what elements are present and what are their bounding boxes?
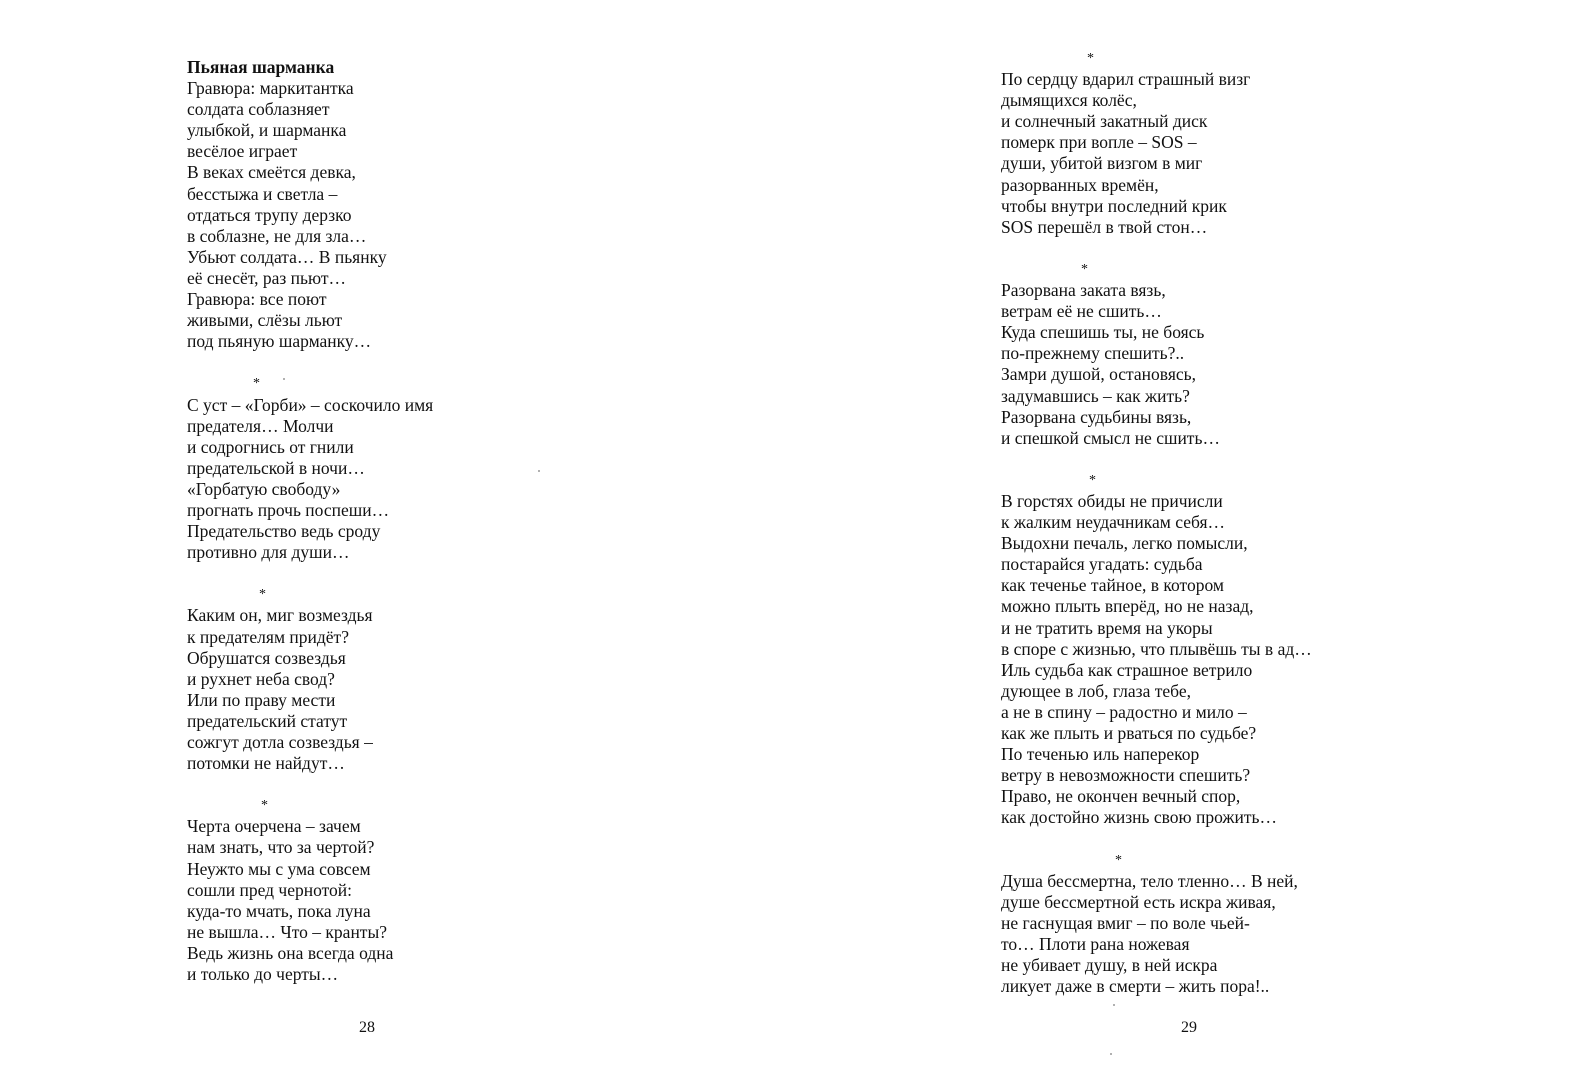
poem-line: душе бессмертной есть искра живая, bbox=[1001, 891, 1276, 912]
poem-line: а не в спину – радостно и мило – bbox=[1001, 701, 1247, 722]
poem-line: Гравюра: все поют bbox=[187, 289, 327, 310]
poem-2 bbox=[187, 373, 433, 563]
page-number: 28 bbox=[359, 1019, 375, 1036]
poem-line: Выдохни печаль, легко помысли, bbox=[1001, 533, 1248, 554]
poem-separator-asterisk: * bbox=[1081, 261, 1088, 277]
right-text-column bbox=[1001, 48, 1312, 997]
poem-line: и спешкой смысл не сшить… bbox=[1001, 427, 1220, 448]
poem-line: Гравюра: маркитантка bbox=[187, 78, 354, 99]
poem-line: SOS перешёл в твой стон… bbox=[1001, 216, 1208, 237]
poem-line: весёлое играет bbox=[187, 141, 298, 162]
poem-line: не вышла… Что – кранты? bbox=[187, 921, 387, 942]
stanza-gap bbox=[1001, 238, 1312, 259]
poem-line: постарайся угадать: судьба bbox=[1001, 554, 1203, 575]
poem-separator-asterisk: * bbox=[259, 587, 266, 603]
scan-speck bbox=[538, 470, 540, 472]
poem-line: можно плыть вперёд, но не назад, bbox=[1001, 596, 1254, 617]
poem-line: не убивает душу, в ней искра bbox=[1001, 955, 1218, 976]
poem-line: прогнать прочь поспеши… bbox=[187, 499, 390, 520]
poem-separator-asterisk: * bbox=[1089, 472, 1096, 488]
poem-line: в споре с жизнью, что плывёшь ты в ад… bbox=[1001, 638, 1312, 659]
poem-line: куда-то мчать, пока луна bbox=[187, 900, 371, 921]
poem-line: живыми, слёзы льют bbox=[187, 310, 343, 331]
poem-line: ветрам её не сшить… bbox=[1001, 301, 1162, 322]
poem-line: задумавшись – как жить? bbox=[1001, 385, 1190, 406]
poem-4 bbox=[187, 795, 433, 985]
poem-line: померк при вопле – SOS – bbox=[1001, 132, 1197, 153]
poem-line: и не тратить время на укоры bbox=[1001, 617, 1213, 638]
poem-line: Черта очерчена – зачем bbox=[187, 816, 361, 837]
poem-3 bbox=[1001, 470, 1312, 829]
poem-line: под пьяную шарманку… bbox=[187, 331, 372, 352]
scan-speck bbox=[283, 378, 285, 380]
stanza-gap bbox=[187, 352, 433, 373]
poem-2 bbox=[1001, 259, 1312, 449]
stanza-gap bbox=[1001, 828, 1312, 849]
poem-line: С уст – «Горби» – соскочило имя bbox=[187, 394, 434, 415]
left-text-column bbox=[187, 57, 433, 985]
poem-line: Каким он, миг возмездья bbox=[187, 605, 373, 626]
poem-line: нам знать, что за чертой? bbox=[187, 837, 375, 858]
poem-line: Предательство ведь сроду bbox=[187, 521, 381, 542]
poem-line: Душа бессмертна, тело тленно… В ней, bbox=[1001, 870, 1298, 891]
poem-line: предательской в ночи… bbox=[187, 457, 365, 478]
poem-line: сошли пред чернотой: bbox=[187, 879, 352, 900]
poem-line: Иль судьба как страшное ветрило bbox=[1001, 659, 1253, 680]
poem-line: В горстях обиды не причисли bbox=[1001, 490, 1223, 511]
poem-line: Право, не окончен вечный спор, bbox=[1001, 786, 1241, 807]
poem-line: то… Плоти рана ножевая bbox=[1001, 933, 1190, 954]
poem-line: потомки не найдут… bbox=[187, 753, 345, 774]
poem-line: отдаться трупу дерзко bbox=[187, 204, 352, 225]
poem-line: души, убитой визгом в миг bbox=[1001, 153, 1203, 174]
poem-line: по-прежнему спешить?.. bbox=[1001, 343, 1185, 364]
poem-1 bbox=[187, 78, 433, 352]
page-number: 29 bbox=[1181, 1019, 1197, 1036]
poem-line: и содрогнись от гнили bbox=[187, 436, 354, 457]
poem-line: сожгут дотла созвездья – bbox=[187, 732, 373, 752]
poem-line: Разорвана заката вязь, bbox=[1001, 280, 1166, 301]
poem-1 bbox=[1001, 48, 1312, 238]
poem-line: Обрушатся созвездья bbox=[187, 647, 346, 668]
poem-line: ликует даже в смерти – жить пора!.. bbox=[1001, 976, 1270, 997]
stanza-gap bbox=[187, 563, 433, 584]
scan-speck bbox=[1110, 1053, 1112, 1055]
poem-line: предателя… Молчи bbox=[187, 415, 334, 436]
poem-line: дующее в лоб, глаза тебе, bbox=[1001, 680, 1191, 701]
poem-line: По теченью иль наперекор bbox=[1001, 744, 1200, 765]
poem-line: Убьют солдата… В пьянку bbox=[187, 246, 387, 267]
poem-line: Куда спешишь ты, не боясь bbox=[1001, 322, 1205, 343]
poem-line: В веках смеётся девка, bbox=[187, 162, 356, 183]
poem-line: Или по праву мести bbox=[187, 689, 336, 710]
poem-line: противно для души… bbox=[187, 542, 350, 563]
poem-line: и рухнет неба свод? bbox=[187, 668, 335, 689]
poem-line: не гаснущая вмиг – по воле чьей- bbox=[1001, 912, 1250, 933]
poem-line: в соблазне, не для зла… bbox=[187, 225, 367, 246]
poem-line: Неужто мы с ума совсем bbox=[187, 858, 371, 879]
poem-line: ветру в невозможности спешить? bbox=[1001, 765, 1251, 786]
poem-4 bbox=[1001, 850, 1312, 998]
poem-line: Ведь жизнь она всегда одна bbox=[187, 942, 394, 963]
poem-line: как же плыть и рваться по судьбе? bbox=[1001, 723, 1257, 743]
right-page bbox=[792, 0, 1584, 1080]
poem-line: дымящихся колёс, bbox=[1001, 90, 1137, 111]
poem-line: разорванных времён, bbox=[1001, 174, 1159, 195]
poem-separator-asterisk: * bbox=[261, 798, 268, 814]
poem-line: солдата соблазняет bbox=[187, 99, 330, 120]
poem-line: к предателям придёт? bbox=[187, 626, 349, 647]
scan-speck bbox=[1113, 1004, 1115, 1006]
poem-line: предательский статут bbox=[187, 710, 348, 731]
poem-line: её снесёт, раз пьют… bbox=[187, 267, 347, 288]
poem-separator-asterisk: * bbox=[253, 376, 260, 392]
poem-line: бесстыжа и светла – bbox=[187, 183, 338, 204]
poem-title: Пьяная шарманка bbox=[187, 57, 335, 77]
poem-line: как достойно жизнь свою прожить… bbox=[1001, 807, 1277, 828]
poem-line: «Горбатую свободу» bbox=[187, 478, 341, 499]
poem-line: чтобы внутри последний крик bbox=[1001, 195, 1227, 216]
poem-separator-asterisk: * bbox=[1115, 852, 1122, 868]
poem-line: По сердцу вдарил страшный визг bbox=[1001, 69, 1251, 90]
poem-line: Замри душой, остановясь, bbox=[1001, 364, 1196, 385]
poem-line: Разорвана судьбины вязь, bbox=[1001, 406, 1192, 427]
poem-line: и солнечный закатный диск bbox=[1001, 111, 1208, 132]
stanza-gap bbox=[1001, 449, 1312, 470]
stanza-gap bbox=[187, 774, 433, 795]
poem-line: как теченье тайное, в котором bbox=[1001, 575, 1224, 596]
poem-line: улыбкой, и шарманка bbox=[187, 120, 347, 141]
poem-3 bbox=[187, 584, 433, 774]
poem-separator-asterisk: * bbox=[1087, 51, 1094, 66]
poem-line: и только до черты… bbox=[187, 964, 339, 985]
poem-line: к жалким неудачникам себя… bbox=[1001, 512, 1226, 533]
